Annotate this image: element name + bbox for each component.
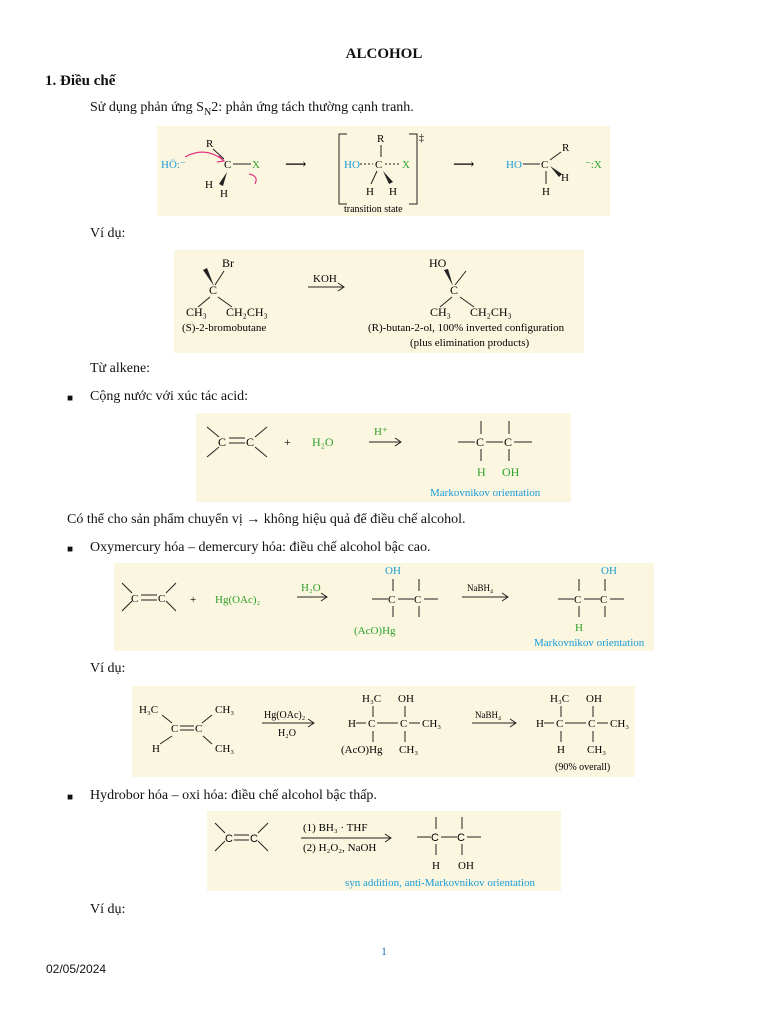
svg-text:C: C [368, 718, 376, 730]
svg-text:+: + [190, 594, 197, 606]
svg-text:OH: OH [398, 693, 414, 705]
svg-text:OH: OH [586, 693, 602, 705]
svg-text:⟶: ⟶ [453, 157, 475, 173]
section-heading: 1. Điều chế [45, 73, 116, 89]
svg-text:H⁺: H⁺ [374, 426, 388, 438]
svg-text:H₃C: H₃C [362, 693, 382, 705]
svg-text:OH: OH [601, 565, 617, 577]
svg-text:H: H [542, 186, 550, 198]
svg-text:(90% overall): (90% overall) [555, 762, 611, 773]
sn2-description: Sử dụng phản ứng $S_N2$: phản ứng tách thường cạnh tranh. [90, 100, 414, 118]
svg-text:C: C [574, 594, 582, 606]
svg-text:C: C [541, 159, 549, 171]
svg-text:C: C [556, 718, 564, 730]
svg-text:C: C [600, 594, 608, 606]
example-label: Ví dụ: [90, 226, 126, 241]
svg-text:(AcO)Hg: (AcO)Hg [354, 625, 396, 637]
svg-text:H: H [152, 743, 160, 755]
svg-text:‡: ‡ [419, 133, 424, 144]
svg-text:Hg(OAc)₂: Hg(OAc)₂ [264, 710, 306, 721]
svg-text:C: C [171, 723, 179, 735]
svg-text:(R)-butan-2-ol, 100% inverted: (R)-butan-2-ol, 100% inverted configuration [368, 322, 565, 334]
sn2-mechanism-figure [157, 126, 610, 216]
svg-text:X: X [252, 159, 260, 171]
from-alkene-label: Từ alkene: [90, 361, 151, 376]
svg-text:Markovnikov orientation: Markovnikov orientation [430, 487, 541, 499]
svg-text:H: H [205, 179, 213, 191]
svg-text:H: H [575, 622, 583, 634]
svg-text:CH₃: CH₃ [430, 305, 451, 319]
svg-text:C: C [195, 723, 203, 735]
svg-text:CH₂CH₃: CH₂CH₃ [226, 305, 268, 319]
svg-text:C: C [375, 159, 383, 171]
svg-text:CH₃: CH₃ [422, 718, 442, 730]
bullet-icon: ■ [67, 393, 74, 404]
bullet-icon: ■ [67, 544, 74, 555]
svg-text:C: C [246, 435, 255, 449]
svg-text:C: C [450, 283, 459, 297]
svg-text:CH₃: CH₃ [215, 743, 235, 755]
svg-text:(1) BH₃ · THF: (1) BH₃ · THF [303, 822, 368, 834]
svg-text:syn addition, anti-Markovnikov: syn addition, anti-Markovnikov orientation [345, 877, 536, 889]
rearrangement-note: Có thể cho sản phẩm chuyển vị → không hiệu quả để điều chế alcohol. [67, 512, 466, 527]
svg-text:(AcO)Hg: (AcO)Hg [341, 744, 383, 756]
hydroboration-figure [207, 811, 561, 891]
nucleophile: HÖ:⁻ [161, 159, 186, 171]
svg-text:X: X [402, 159, 410, 171]
bullet-acid-hydration: Cộng nước với xúc tác acid: [90, 389, 249, 404]
svg-text:Hg(OAc)₂: Hg(OAc)₂ [215, 594, 261, 606]
svg-text:HO: HO [429, 256, 447, 270]
svg-text:CH₃: CH₃ [399, 744, 419, 756]
svg-text:C: C [158, 593, 166, 605]
svg-text:H₂O: H₂O [312, 435, 334, 449]
svg-text:C: C [414, 594, 422, 606]
svg-text:C: C [588, 718, 596, 730]
svg-text:+: + [284, 435, 291, 449]
svg-text:C: C [476, 435, 485, 449]
footer-date: 02/05/2024 [46, 962, 107, 976]
page-title: ALCOHOL [345, 46, 423, 62]
svg-text:H: H [557, 744, 565, 756]
svg-text:H: H [536, 718, 544, 730]
svg-text:CH₃: CH₃ [587, 744, 607, 756]
svg-text:(plus elimination products): (plus elimination products) [410, 337, 530, 349]
svg-text:H₃C: H₃C [550, 693, 570, 705]
svg-text:H₂O: H₂O [301, 582, 321, 594]
svg-text:(S)-2-bromobutane: (S)-2-bromobutane [182, 322, 267, 334]
svg-text:R: R [377, 133, 385, 145]
svg-text:H: H [432, 860, 440, 872]
svg-text:R: R [206, 138, 214, 150]
svg-text:C: C [218, 435, 227, 449]
svg-text:C: C [388, 594, 396, 606]
acid-hydration-figure [196, 413, 571, 502]
svg-text:HO: HO [344, 159, 360, 171]
svg-text:KOH: KOH [313, 273, 337, 285]
svg-text:CH₃: CH₃ [215, 704, 235, 716]
svg-text:transition state: transition state [344, 204, 403, 215]
page-number: 1 [381, 944, 387, 958]
svg-text:R: R [562, 142, 570, 154]
svg-text:(2) H₂O₂, NaOH: (2) H₂O₂, NaOH [303, 842, 377, 854]
svg-text:Markovnikov orientation: Markovnikov orientation [534, 637, 645, 649]
svg-text:OH: OH [385, 565, 401, 577]
svg-text:H₃C: H₃C [139, 704, 159, 716]
svg-text:⟶: ⟶ [285, 157, 307, 173]
svg-text:C: C [400, 718, 408, 730]
svg-text:C: C [250, 833, 258, 845]
svg-text:C: C [209, 283, 218, 297]
oxymercuration-example-figure [132, 686, 635, 777]
svg-text:C: C [457, 832, 465, 844]
svg-text:⁻:X: ⁻:X [585, 159, 602, 171]
svg-text:NaBH₄: NaBH₄ [475, 710, 502, 720]
svg-text:H: H [561, 172, 569, 184]
svg-text:H: H [220, 188, 228, 200]
svg-text:OH: OH [502, 465, 520, 479]
svg-text:C: C [504, 435, 513, 449]
example-label: Ví dụ: [90, 661, 126, 676]
svg-text:C: C [224, 159, 232, 171]
svg-text:C: C [431, 832, 439, 844]
bullet-icon: ■ [67, 792, 74, 803]
svg-text:Br: Br [222, 256, 234, 270]
svg-text:CH₃: CH₃ [186, 305, 207, 319]
svg-text:C: C [225, 833, 233, 845]
svg-text:H₂O: H₂O [278, 728, 296, 739]
svg-text:HO: HO [506, 159, 522, 171]
bullet-hydroboration: Hydrobor hóa – oxi hóa: điều chế alcohol bậc thấp. [90, 788, 377, 803]
svg-text:NaBH₄: NaBH₄ [467, 583, 494, 593]
sn2-example-figure [174, 250, 584, 353]
oxymercuration-figure [114, 563, 654, 651]
svg-text:H: H [477, 465, 486, 479]
svg-text:H: H [348, 718, 356, 730]
svg-text:H: H [366, 186, 374, 198]
bullet-oxymercuration: Oxymercury hóa – demercury hóa: điều chế alcohol bậc cao. [90, 540, 431, 555]
svg-text:OH: OH [458, 860, 474, 872]
svg-text:CH₂CH₃: CH₂CH₃ [470, 305, 512, 319]
svg-text:CH₃: CH₃ [610, 718, 630, 730]
svg-text:C: C [131, 593, 139, 605]
example-label: Ví dụ: [90, 902, 126, 917]
svg-text:H: H [389, 186, 397, 198]
